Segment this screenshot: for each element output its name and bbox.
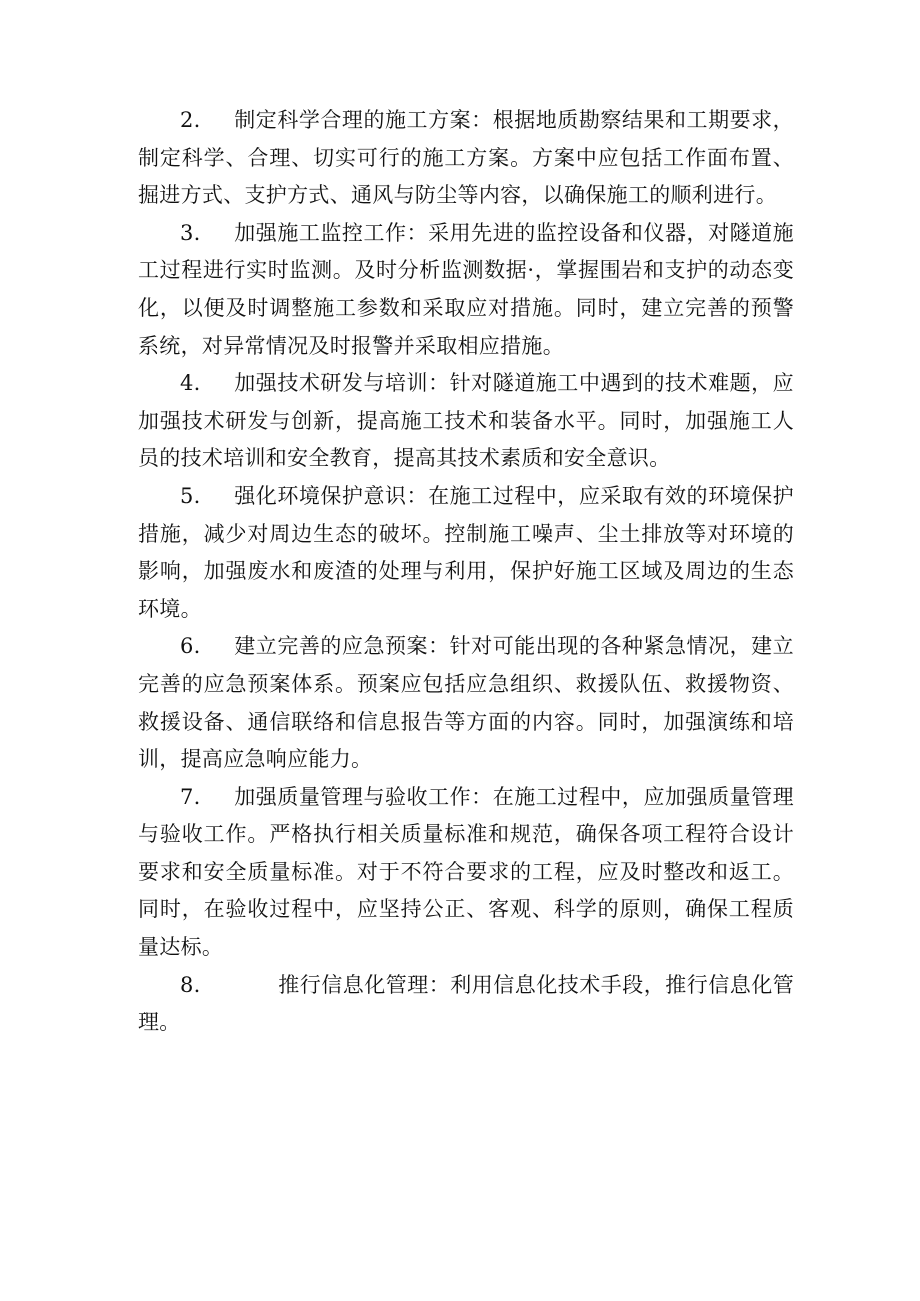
list-item-8: [138, 967, 794, 1042]
list-item-3: [138, 215, 794, 365]
list-text: 制定科学合理的施工方案：根据地质勘察结果和工期要求，制定科学、合理、切实可行的施工方案。方案中应包括工作面布置、掘进方式、支护方式、通风与防尘等内容，以确保施工的顺利进行。: [138, 108, 794, 208]
list-number: 8.: [180, 972, 201, 997]
list-number: 5.: [180, 483, 201, 508]
list-item-2: [138, 102, 794, 215]
list-text: 加强质量管理与验收工作：在施工过程中，应加强质量管理与验收工作。严格执行相关质量标准和规范，确保各项工程符合设计要求和安全质量标准。对于不符合要求的工程，应及时整改和返工。同时，在验收过程中，应坚持公正、客观、科学的原则，确保工程质量达标。: [138, 784, 794, 960]
list-text: 加强施工监控工作：采用先进的监控设备和仪器，对隧道施工过程进行实时监测。及时分析监测数据·，掌握围岩和支护的动态变化，以便及时调整施工参数和采取应对措施。同时，建立完善的预警系统，对异常情况及时报警并采取相应措施。: [138, 220, 794, 358]
list-number: 2.: [180, 108, 201, 132]
list-number: 3.: [180, 220, 201, 245]
document-body: [138, 102, 794, 1042]
list-text: 建立完善的应急预案：针对可能出现的各种紧急情况，建立完善的应急预案体系。预案应包括应急组织、救援队伍、救援物资、救援设备、通信联络和信息报告等方面的内容。同时，加强演练和培训，提高应急响应能力。: [138, 634, 794, 772]
list-item-7: [138, 779, 794, 967]
list-number: 6.: [180, 634, 201, 659]
list-number: 7.: [180, 784, 201, 809]
list-text: 强化环境保护意识：在施工过程中，应采取有效的环境保护措施，减少对周边生态的破坏。控制施工噪声、尘土排放等对环境的影响，加强废水和废渣的处理与利用，保护好施工区域及周边的生态环境。: [138, 483, 794, 621]
list-text: 加强技术研发与培训：针对隧道施工中遇到的技术难题，应加强技术研发与创新，提高施工技术和装备水平。同时，加强施工人员的技术培训和安全教育，提高其技术素质和安全意识。: [138, 371, 794, 471]
list-item-4: [138, 365, 794, 478]
list-item-5: [138, 478, 794, 628]
list-text: 推行信息化管理：利用信息化技术手段，推行信息化管理。: [138, 972, 794, 1035]
list-number: 4.: [180, 371, 201, 396]
list-item-6: [138, 628, 794, 778]
